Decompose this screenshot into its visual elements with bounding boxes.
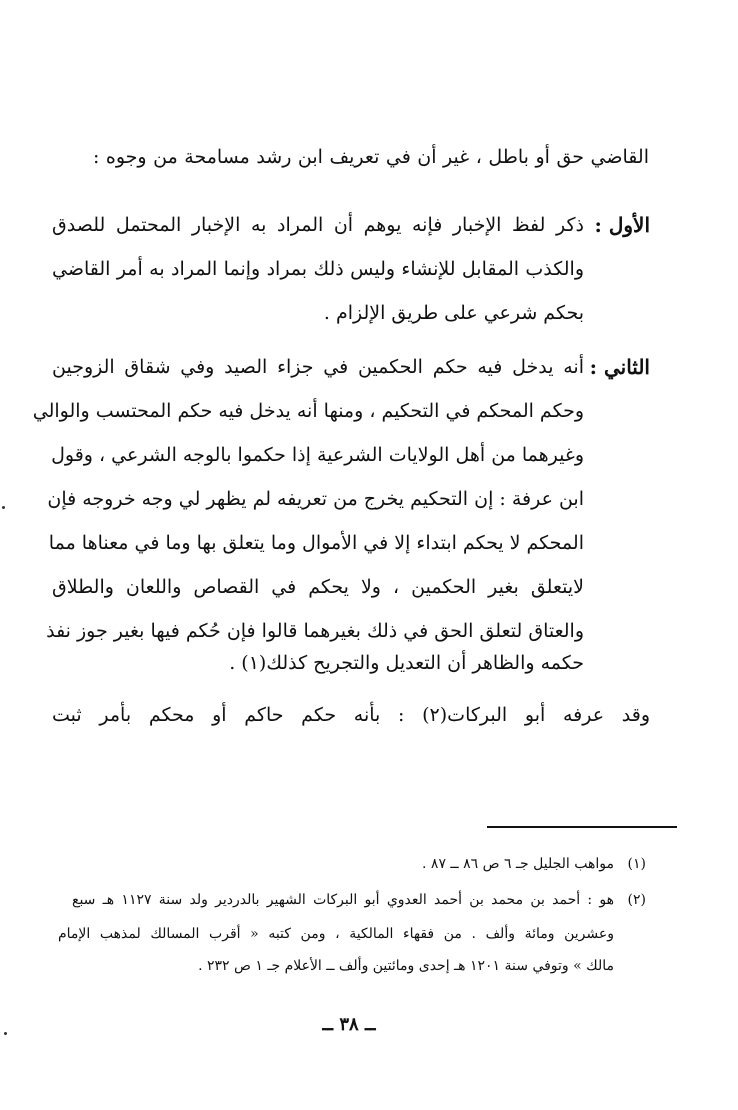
second-point-line: وغيرهما من أهل الولايات الشرعية إذا حكموا بالوجه الشرعي ، وقول (51, 444, 584, 466)
footnote-line: مواهب الجليل جـ ٦ ص ٨٦ ــ ٨٧ . (422, 856, 614, 872)
scan-speck (2, 506, 5, 509)
first-point-line: ذكر لفظ الإخبار فإنه يوهم أن المراد به الإخبار المحتمل للصدق (52, 214, 584, 236)
footnote-marker: (٢) (627, 892, 646, 908)
footnote-line: هو : أحمد بن محمد بن أحمد العدوي أبو البركات الشهير بالدردير ولد سنة ١١٢٧ هـ سبع (72, 892, 614, 908)
second-point-line: أنه يدخل فيه حكم الحكمين في جزاء الصيد وفي شقاق الزوجين (52, 356, 584, 378)
second-point-label: الثاني : (589, 355, 650, 379)
second-point-line: وحكم المحكم في التحكيم ، ومنها أنه يدخل فيه حكم المحتسب والوالي (32, 400, 584, 422)
closing-line: وقد عرفه أبو البركات(٢) : بأنه حكم حاكم أو محكم بأمر ثبت (52, 704, 650, 726)
page-number: ــ ٣٨ ــ (322, 1014, 376, 1035)
scan-speck (4, 1032, 7, 1035)
second-point-line: والعتاق لتعلق الحق في ذلك بغيرهما قالوا فإن حُكم فيها بغير جوز نفذ (46, 620, 584, 642)
second-point-line: حكمه والظاهر أن التعديل والتجريح كذلك(١) . (229, 652, 584, 674)
intro-line: القاضي حق أو باطل ، غير أن في تعريف ابن رشد مسامحة من وجوه : (93, 146, 649, 168)
first-point-line: بحكم شرعي على طريق الإلزام . (323, 302, 584, 324)
footnote-line: وعشرين ومائة وألف . من فقهاء المالكية ، ومن كتبه « أقرب المسالك لمذهب الإمام (58, 926, 614, 942)
second-point-line: لايتعلق بغير الحكمين ، ولا يحكم في القصاص واللعان والطلاق (52, 576, 584, 598)
first-point-line: والكذب المقابل للإنشاء وليس ذلك بمراد وإنما المراد به أمر القاضي (52, 258, 584, 280)
footnote-marker: (١) (627, 856, 646, 872)
second-point-line: ابن عرفة : إن التحكيم يخرج من تعريفه لم يظهر لي وجه خروجه فإن (47, 488, 584, 510)
first-point-label: الأول : (594, 213, 650, 237)
footnote-line: مالك » وتوفي سنة ١٢٠١ هـ إحدى ومائتين وألف ــ الأعلام جـ ١ ص ٢٣٢ . (198, 958, 614, 974)
second-point-line: المحكم لا يحكم ابتداء إلا في الأموال وما يتعلق بها وما في معناها مما (48, 532, 584, 554)
footnote-separator (487, 826, 677, 828)
